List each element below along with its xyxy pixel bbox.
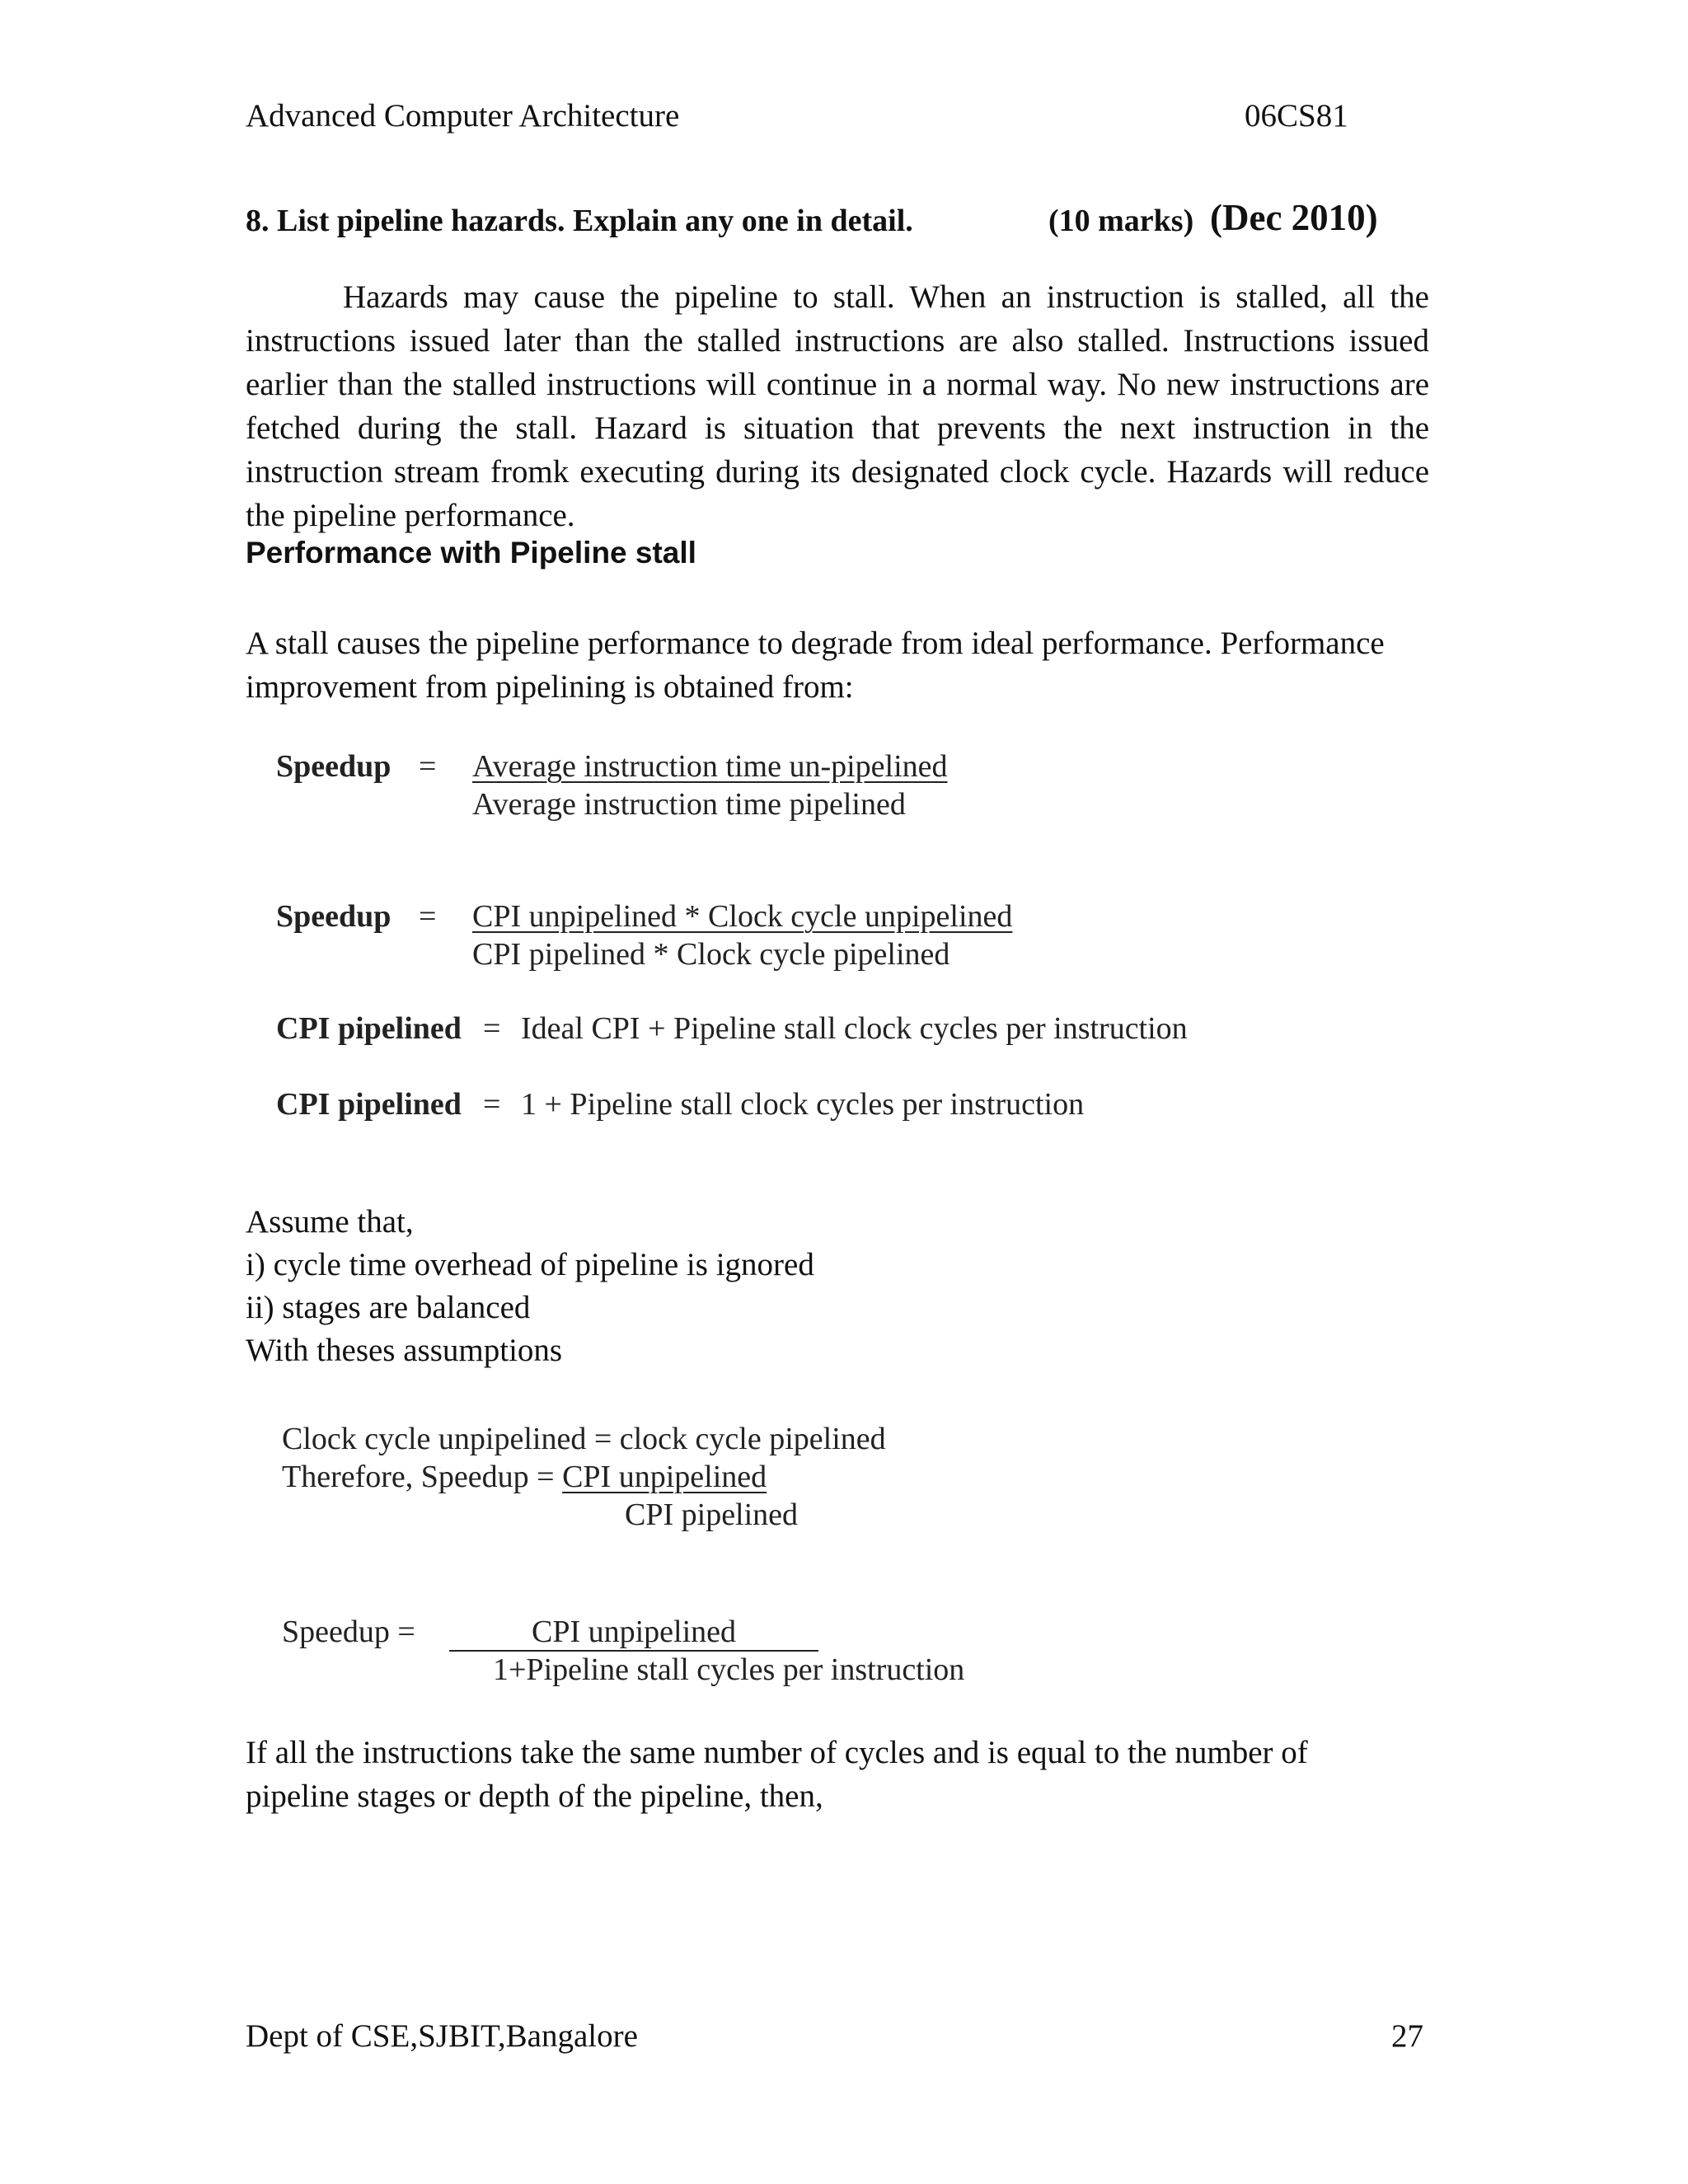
eq5-prefix: Therefore, Speedup = — [282, 1460, 563, 1494]
section-heading: Performance with Pipeline stall — [246, 536, 696, 569]
eq1-denominator: Average instruction time pipelined — [472, 787, 906, 822]
assumption-item-2: ii) stages are balanced — [246, 1290, 531, 1325]
eq4-op: = — [483, 1087, 501, 1122]
eq5-numerator: CPI unpipelined — [562, 1460, 767, 1494]
eq2-numerator: CPI unpipelined * Clock cycle unpipelined — [472, 899, 1013, 934]
assumption-item-1: i) cycle time overhead of pipeline is ignored — [246, 1247, 814, 1282]
question-marks: (10 marks) — [1048, 204, 1194, 238]
eq3-lhs: CPI pipelined — [276, 1011, 462, 1046]
eq2-denominator: CPI pipelined * Clock cycle pipelined — [472, 937, 950, 972]
header-title: Advanced Computer Architecture — [246, 98, 680, 134]
eq3-op: = — [483, 1011, 501, 1046]
question-text: 8. List pipeline hazards. Explain any one in detail. — [246, 204, 913, 238]
intro-paragraph: Hazards may cause the pipeline to stall. When an instruction is stalled, all the instructions issued later than the stalled instructions are also stalled. Instructions issued earlier than the stalled instructions will continue in a normal way. No new instructions are fetched during the stall. Hazard is situation that prevents the next instruction in the instruction stream fromk executing during its designated clock cycle. Hazards will reduce the pipeline performance. — [246, 279, 1429, 533]
eq2-lhs: Speedup — [276, 899, 392, 934]
eq5-line2 — [282, 1459, 767, 1495]
question-date: (Dec 2010) — [1210, 197, 1378, 238]
eq4-lhs: CPI pipelined — [276, 1087, 462, 1122]
eq6-denominator: 1+Pipeline stall cycles per instruction — [493, 1652, 965, 1687]
eq1-lhs: Speedup — [276, 749, 392, 784]
stall-paragraph: A stall causes the pipeline performance to degrade from ideal performance. Performance improvement from pipelining is obtained from: — [246, 626, 1385, 705]
eq2-op: = — [419, 899, 437, 934]
footer-dept: Dept of CSE,SJBIT,Bangalore — [246, 2018, 638, 2054]
eq3-rhs: Ideal CPI + Pipeline stall clock cycles per instruction — [521, 1011, 1188, 1046]
assumptions-outro: With theses assumptions — [246, 1333, 563, 1368]
header-code: 06CS81 — [1245, 98, 1348, 134]
eq6-lhs: Speedup = — [282, 1615, 415, 1649]
eq1-numerator: Average instruction time un-pipelined — [472, 749, 948, 784]
eq4-rhs: 1 + Pipeline stall clock cycles per instruction — [521, 1087, 1085, 1122]
footer-page-number: 27 — [1391, 2018, 1423, 2054]
eq6-numerator: CPI unpipelined — [449, 1614, 818, 1652]
assumptions-intro: Assume that, — [246, 1204, 414, 1240]
closing-paragraph: If all the instructions take the same number of cycles and is equal to the number of pipeline stages or depth of the pipeline, then, — [246, 1735, 1308, 1814]
eq5-denominator: CPI pipelined — [625, 1497, 799, 1532]
eq1-op: = — [419, 749, 437, 784]
eq5-line1: Clock cycle unpipelined = clock cycle pipelined — [282, 1422, 886, 1456]
